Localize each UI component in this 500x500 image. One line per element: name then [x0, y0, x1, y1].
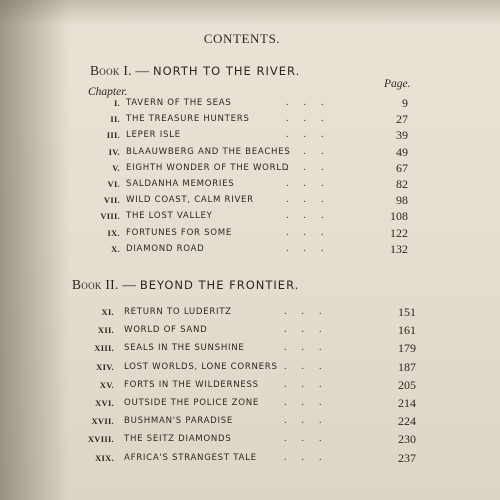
chapter-row: [0, 209, 500, 223]
chapter-row: [0, 341, 500, 355]
chapter-row: [0, 396, 500, 410]
book-2-label: Book II.: [72, 277, 119, 292]
chapter-row: [0, 432, 500, 446]
leader-dots: ...: [286, 113, 339, 125]
chapter-row: [0, 242, 500, 256]
chapter-row: [0, 414, 500, 428]
chapter-title: WILD COAST, CALM RIVER: [126, 195, 254, 206]
chapter-title: THE TREASURE HUNTERS: [126, 114, 250, 125]
chapter-number: XVIII.: [87, 434, 114, 445]
leader-dots: ...: [284, 415, 337, 427]
chapter-number: XIV.: [96, 361, 114, 372]
leader-dots: ...: [286, 145, 339, 157]
chapter-row: [0, 378, 500, 392]
chapter-number: XI.: [101, 307, 114, 317]
leader-dots: ...: [286, 129, 339, 141]
chapter-title: SEALS IN THE SUNSHINE: [124, 343, 245, 354]
chapter-page-number: 98: [396, 193, 408, 208]
chapter-number: XVI.: [95, 398, 114, 408]
chapter-row: [0, 193, 500, 207]
chapter-page-number: 39: [396, 128, 408, 143]
chapter-row: [0, 226, 500, 240]
chapter-page-number: 82: [396, 177, 408, 191]
chapter-title: THE SEITZ DIAMONDS: [124, 434, 232, 445]
chapter-number: IV.: [108, 146, 120, 157]
chapter-page-number: 9: [402, 96, 408, 110]
chapter-page-number: 122: [390, 225, 408, 240]
chapter-number: III.: [106, 130, 120, 141]
chapter-row: [0, 360, 500, 374]
chapter-page-number: 187: [398, 359, 416, 374]
leader-dots: ...: [284, 306, 337, 317]
chapter-page-number: 151: [398, 305, 416, 319]
leader-dots: ...: [286, 226, 339, 238]
chapter-title: FORTUNES FOR SOME: [126, 227, 233, 238]
chapter-title: WORLD OF SAND: [124, 325, 208, 336]
leader-dots: ...: [284, 324, 337, 336]
chapter-page-number: 205: [398, 377, 416, 392]
chapter-title: RETURN TO LUDERITZ: [124, 307, 232, 317]
chapter-row: [0, 96, 500, 110]
chapter-title: LOST WORLDS, LONE CORNERS: [124, 361, 278, 372]
chapter-number: II.: [110, 114, 120, 125]
chapter-page-number: 179: [398, 341, 416, 356]
leader-dots: ...: [286, 242, 339, 254]
chapter-number: XIII.: [94, 343, 114, 354]
chapter-title: DIAMOND ROAD: [126, 243, 205, 254]
chapter-row: [0, 177, 500, 191]
chapter-page-number: 108: [390, 209, 408, 224]
chapter-title: SALDANHA MEMORIES: [126, 179, 235, 189]
chapter-page-number: 214: [398, 396, 416, 410]
chapter-row: [0, 305, 500, 319]
chapter-number: XVII.: [91, 416, 114, 427]
chapter-page-number: 237: [398, 450, 416, 465]
chapter-number: IX.: [107, 227, 120, 238]
chapter-title: BUSHMAN'S PARADISE: [124, 416, 234, 427]
chapter-title: THE LOST VALLEY: [126, 211, 213, 222]
leader-dots: ...: [286, 178, 339, 189]
chapter-row: [0, 451, 500, 465]
chapter-page-number: 224: [398, 414, 416, 429]
chapter-number: VIII.: [100, 211, 120, 222]
chapter-title: EIGHTH WONDER OF THE WORLD: [126, 162, 290, 173]
leader-dots: ...: [284, 342, 337, 354]
leader-dots: ...: [284, 360, 337, 372]
chapter-title: OUTSIDE THE POLICE ZONE: [124, 398, 259, 408]
leader-dots: ...: [284, 433, 337, 445]
chapter-page-number: 230: [398, 432, 416, 447]
chapter-column-header: Chapter.: [88, 86, 128, 98]
chapter-number: XII.: [97, 325, 114, 336]
chapter-page-number: 67: [396, 160, 408, 175]
leader-dots: ...: [286, 210, 339, 222]
leader-dots: ...: [286, 97, 339, 108]
page-column-header: Page.: [384, 78, 411, 90]
chapter-row: [0, 161, 500, 175]
book-1-separator: —: [131, 63, 154, 78]
book-1-title: NORTH TO THE RIVER.: [153, 64, 301, 78]
page-top-shadow: [0, 0, 500, 26]
page-title: CONTENTS.: [203, 31, 281, 46]
chapter-number: VI.: [107, 179, 120, 189]
chapter-number: I.: [113, 98, 120, 108]
chapter-row: [0, 145, 500, 159]
book-2-separator: —: [118, 277, 140, 292]
chapter-page-number: 161: [398, 323, 416, 338]
chapter-title: LEPER ISLE: [126, 130, 181, 141]
leader-dots: ...: [284, 397, 337, 408]
chapter-title: TAVERN OF THE SEAS: [126, 98, 232, 108]
book-1-heading: [90, 63, 300, 79]
book-2-title: BEYOND THE FRONTIER.: [139, 278, 300, 292]
chapter-number: XV.: [99, 379, 114, 390]
chapter-row: [0, 128, 500, 142]
leader-dots: ...: [284, 451, 337, 463]
book-2-heading: [72, 277, 299, 293]
chapter-row: [0, 323, 500, 337]
chapter-page-number: 49: [396, 144, 408, 159]
chapter-number: VII.: [103, 195, 120, 206]
chapter-page-number: 27: [396, 112, 408, 127]
book-1-label: Book I.: [90, 63, 132, 78]
chapter-row: [0, 112, 500, 126]
leader-dots: ...: [286, 194, 339, 206]
chapter-number: XIX.: [95, 452, 114, 463]
chapter-number: V.: [112, 162, 120, 173]
leader-dots: ...: [286, 161, 339, 173]
chapter-title: AFRICA'S STRANGEST TALE: [124, 452, 257, 463]
chapter-title: FORTS IN THE WILDERNESS: [124, 379, 259, 390]
chapter-page-number: 132: [390, 241, 408, 256]
chapter-number: X.: [111, 243, 120, 254]
leader-dots: ...: [284, 378, 337, 390]
chapter-title: BLAAUWBERG AND THE BEACHES: [126, 146, 291, 157]
